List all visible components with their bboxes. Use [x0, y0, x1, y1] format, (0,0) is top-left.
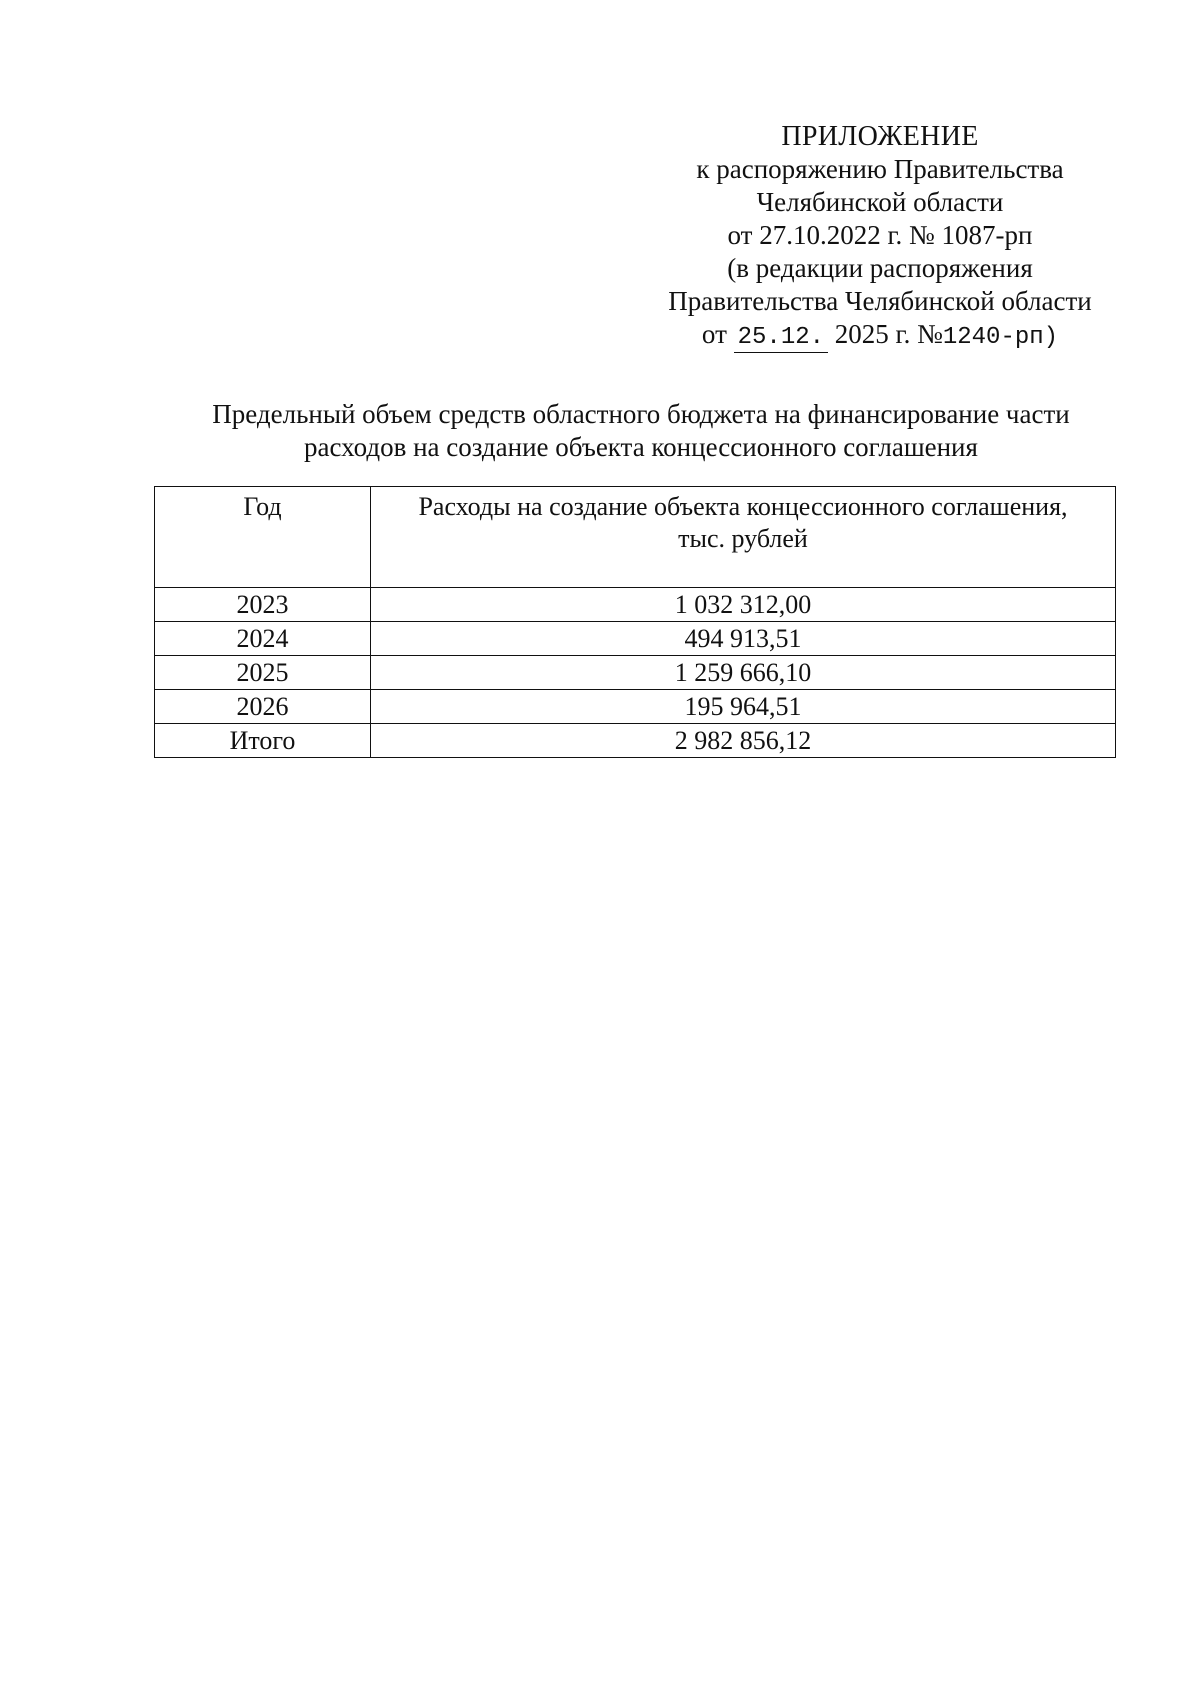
document-title: [150, 398, 1132, 464]
table-row: [155, 690, 1116, 724]
amendment-suffix: ): [1043, 324, 1059, 351]
amendment-prefix: от: [701, 319, 727, 349]
cell-year: 2024: [155, 622, 371, 656]
appendix-header: [640, 120, 1120, 354]
document-title-line-1: Предельный объем средств областного бюджета на финансирование части: [212, 399, 1070, 429]
table-row: [155, 656, 1116, 690]
cell-value: 1 259 666,10: [371, 656, 1116, 690]
document-title-line-2: расходов на создание объекта концессионного соглашения: [304, 432, 978, 462]
cell-value: 195 964,51: [371, 690, 1116, 724]
table-row: [155, 622, 1116, 656]
header-expenses: [371, 487, 1116, 588]
cell-total-label: Итого: [155, 724, 371, 758]
cell-year: 2026: [155, 690, 371, 724]
header-expenses-line-1: Расходы на создание объекта концессионного соглашения,: [418, 492, 1068, 521]
table-total-row: [155, 724, 1116, 758]
appendix-line-original-date: от 27.10.2022 г. № 1087-рп: [727, 220, 1033, 250]
appendix-line-edition: (в редакции распоряжения: [727, 253, 1033, 283]
amendment-date: 25.12.: [734, 324, 828, 353]
amendment-number: 1240-рп: [942, 324, 1044, 351]
expenses-table: [154, 486, 1116, 758]
cell-total-value: 2 982 856,12: [371, 724, 1116, 758]
cell-year: 2025: [155, 656, 371, 690]
appendix-line-region: Челябинской области: [756, 187, 1004, 217]
table-header-row: [155, 487, 1116, 588]
header-year: Год: [155, 487, 371, 588]
appendix-line-amendment: [640, 318, 1120, 354]
table-row: [155, 588, 1116, 622]
appendix-line-government: Правительства Челябинской области: [668, 286, 1092, 316]
appendix-line-order: к распоряжению Правительства: [696, 154, 1064, 184]
cell-value: 494 913,51: [371, 622, 1116, 656]
cell-value: 1 032 312,00: [371, 588, 1116, 622]
header-expenses-line-2: тыс. рублей: [678, 524, 808, 553]
cell-year: 2023: [155, 588, 371, 622]
amendment-year: 2025 г. №: [834, 319, 943, 349]
appendix-title: ПРИЛОЖЕНИЕ: [781, 121, 979, 152]
